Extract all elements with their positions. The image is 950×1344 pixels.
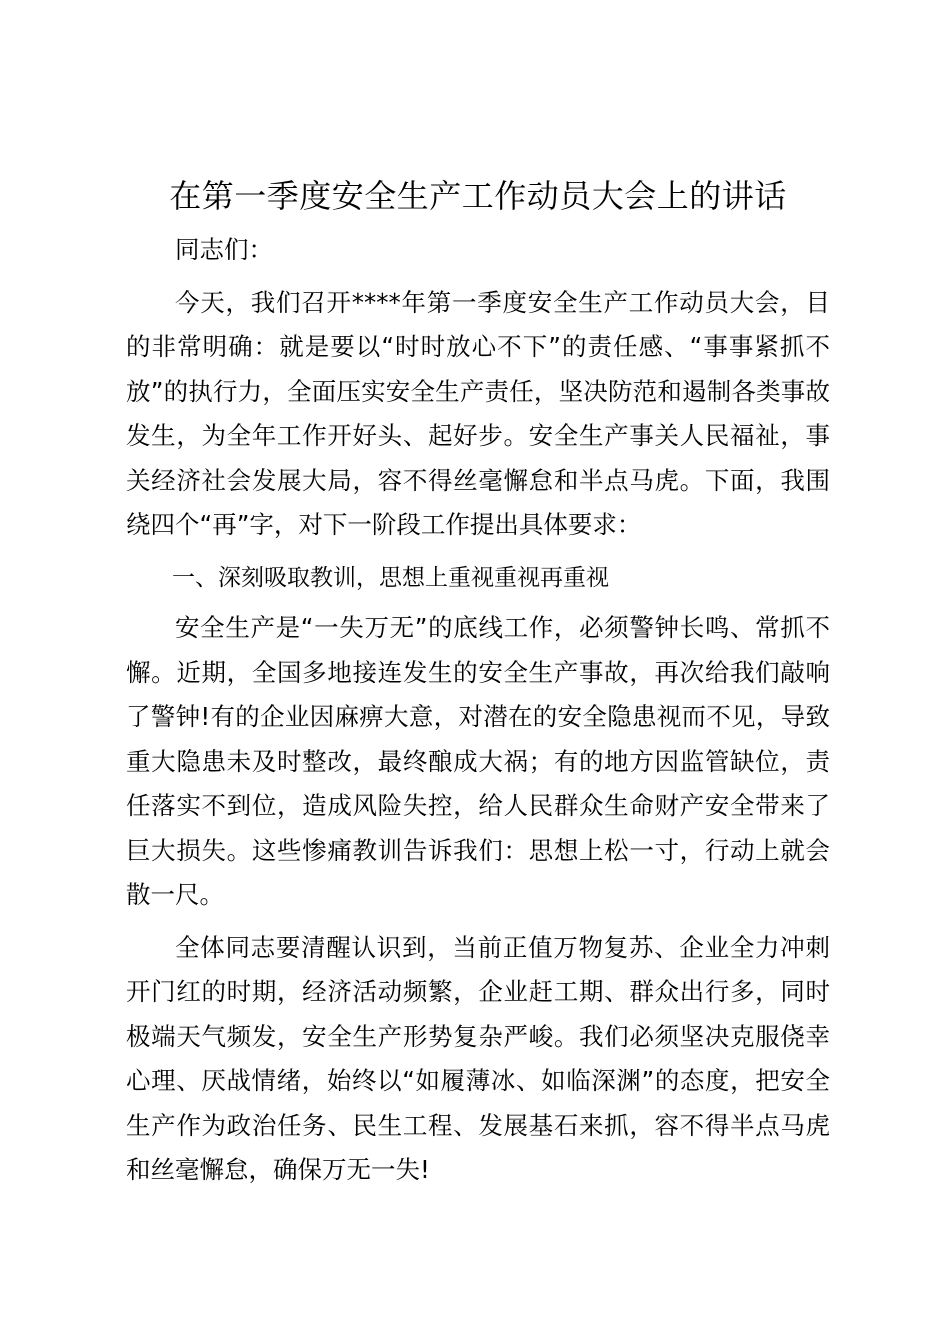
section-1-heading: 一、深刻吸取教训，思想上重视重视再重视 bbox=[172, 564, 609, 591]
document-body bbox=[126, 168, 830, 1193]
document-title: 在第一季度安全生产工作动员大会上的讲话 bbox=[169, 177, 787, 215]
salutation: 同志们： bbox=[175, 235, 273, 264]
section-1-paragraph-1: 安全生产是“一失万无”的底线工作，必须警钟长鸣、常抓不懈。近期，全国多地接连发生的安全生产事故，再次给我们敲响了警钟!有的企业因麻痹大意，对潜在的安全隐患视而不见，导致重大隐患未及时整改，最终酿成大祸；有的地方因监管缺位，责任落实不到位，造成风险失控，给人民群众生命财产安全带来了巨大损失。这些惨痛教训告诉我们：思想上松一寸，行动上就会散一尺。 bbox=[126, 613, 830, 909]
section-1-paragraph-2: 全体同志要清醒认识到，当前正值万物复苏、企业全力冲刺开门红的时期，经济活动频繁，企业赶工期、群众出行多，同时极端天气频发，安全生产形势复杂严峻。我们必须坚决克服侥幸心理、厌战情绪，始终以“如履薄冰、如临深渊”的态度，把安全生产作为政治任务、民生工程、发展基石来抓，容不得半点马虎和丝毫懈怠，确保万无一失! bbox=[126, 932, 830, 1184]
intro-paragraph: 今天，我们召开****年第一季度安全生产工作动员大会，目的非常明确：就是要以“时时放心不下”的责任感、“事事紧抓不放”的执行力，全面压实安全生产责任，坚决防范和遏制各类事故发生，为全年工作开好头、起好步。安全生产事关人民福祉，事关经济社会发展大局，容不得丝毫懈怠和半点马虎。下面，我围绕四个“再”字，对下一阶段工作提出具体要求： bbox=[126, 287, 830, 539]
